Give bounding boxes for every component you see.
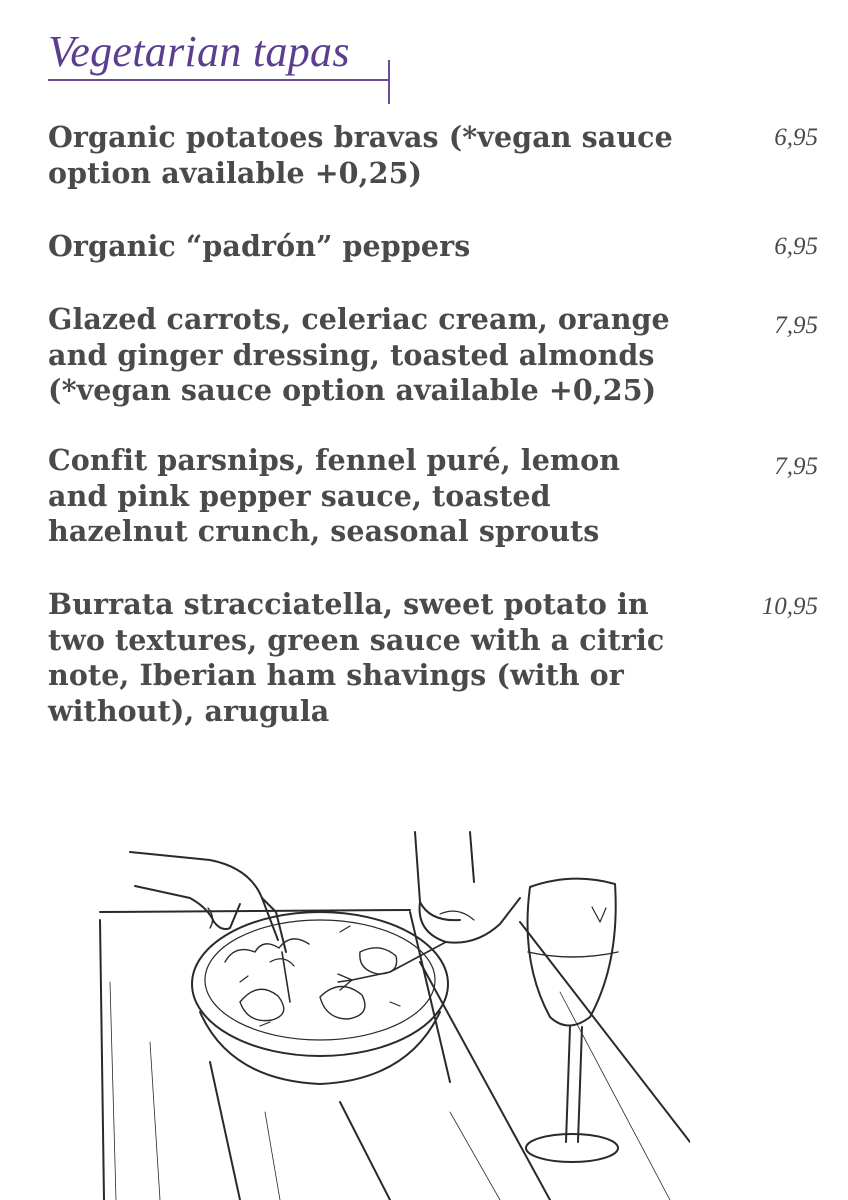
title-underline: [48, 79, 390, 81]
dining-sketch-illustration: [90, 812, 690, 1200]
bowl-sketch: [192, 912, 448, 1084]
menu-item-price: 7,95: [774, 312, 818, 339]
menu-item-description: Organic “padrón” peppers: [48, 229, 471, 263]
section-title: Vegetarian tapas: [48, 27, 350, 76]
table-sketch: [100, 910, 690, 1200]
menu-item-price: 10,95: [761, 593, 818, 620]
menu-item-price: 6,95: [774, 124, 818, 151]
menu-item: [48, 120, 818, 191]
menu-item: [48, 229, 818, 265]
menu-item: [48, 587, 818, 729]
menu-item: [48, 302, 818, 409]
menu-item-description: Organic potatoes bravas (*vegan sauce option available +0,25): [48, 120, 673, 190]
section-header: [48, 22, 393, 104]
menu-item-description: Confit parsnips, fennel puré, lemon and pink pepper sauce, toasted hazelnut crunch, seasonal sprouts: [48, 443, 621, 548]
menu-item: [48, 443, 818, 550]
menu-item-price: 6,95: [774, 233, 818, 260]
menu-item-price: 7,95: [774, 453, 818, 480]
title-rule-tick: [388, 60, 390, 104]
menu-item-description: Burrata stracciatella, sweet potato in two textures, green sauce with a citric note, Iberian ham shavings (with or without), arugula: [48, 587, 665, 728]
menu-item-description: Glazed carrots, celeriac cream, orange and ginger dressing, toasted almonds (*vegan sauce option available +0,25): [48, 302, 670, 407]
wine-glass-sketch: [526, 879, 618, 1162]
